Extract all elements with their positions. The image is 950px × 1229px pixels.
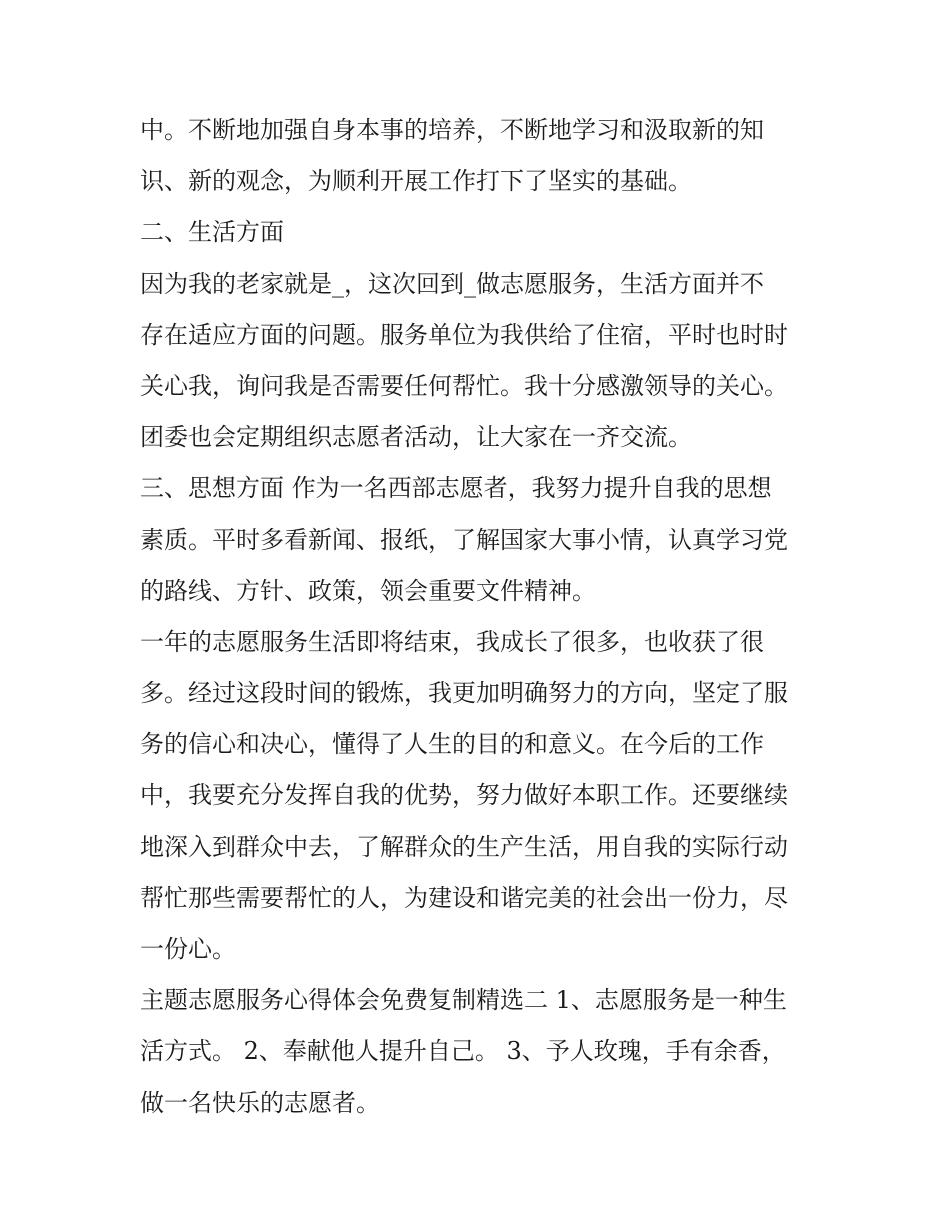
text-line: 素质。平时多看新闻、报纸，了解国家大事小情，认真学习党	[140, 525, 788, 554]
text-line: 中，我要充分发挥自我的优势，努力做好本职工作。还要继续	[140, 781, 788, 810]
text-line: 一年的志愿服务生活即将结束，我成长了很多，也收获了很	[140, 627, 764, 656]
text-line: 关心我，询问我是否需要任何帮忙。我十分感激领导的关心。	[140, 371, 788, 400]
text-line: 中。不断地加强自身本事的培养，不断地学习和汲取新的知	[140, 116, 764, 144]
text-line: 识、新的观念，为顺利开展工作打下了坚实的基础。	[140, 167, 692, 196]
text-line: 主题志愿服务心得体会免费复制精选二 1、志愿服务是一种生	[140, 986, 787, 1015]
text-line: 三、思想方面 作为一名西部志愿者，我努力提升自我的思想	[140, 474, 772, 503]
text-line: 存在适应方面的问题。服务单位为我供给了住宿，平时也时时	[140, 320, 788, 349]
text-line: 地深入到群众中去，了解群众的生产生活，用自我的实际行动	[140, 832, 788, 861]
text-line: 的路线、方针、政策，领会重要文件精神。	[140, 576, 596, 605]
text-line: 做一名快乐的志愿者。	[140, 1088, 380, 1117]
text-line: 团委也会定期组织志愿者活动，让大家在一齐交流。	[140, 423, 692, 452]
text-line: 多。经过这段时间的锻炼，我更加明确努力的方向，坚定了服	[140, 679, 788, 708]
text-line: 因为我的老家就是_，这次回到_做志愿服务，生活方面并不	[140, 269, 764, 298]
text-line: 帮忙那些需要帮忙的人，为建设和谐完美的社会出一份力，尽	[140, 883, 788, 912]
text-line: 活方式。 2、奉献他人提升自己。 3、予人玫瑰，手有余香，	[140, 1037, 786, 1066]
document-body	[140, 105, 820, 1129]
section-heading: 二、生活方面	[140, 218, 284, 247]
text-line: 一份心。	[140, 935, 236, 963]
text-line: 务的信心和决心，懂得了人生的目的和意义。在今后的工作	[140, 730, 764, 759]
